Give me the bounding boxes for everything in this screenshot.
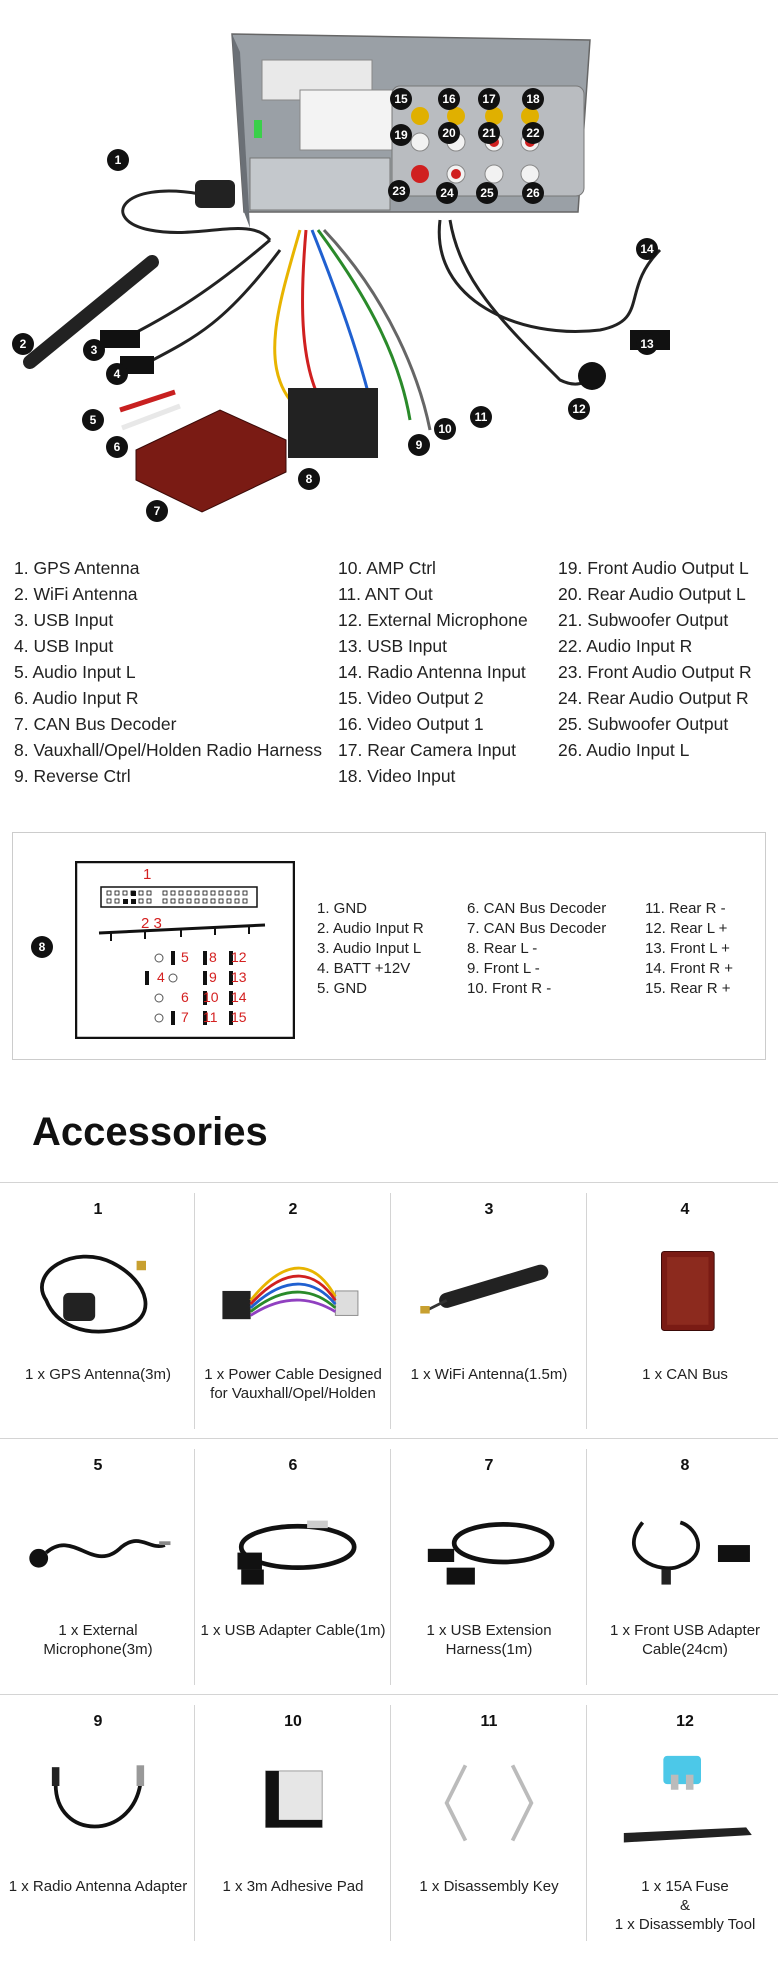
pin-list-column-1 (317, 899, 424, 999)
pin-item: 13. Front L + (645, 940, 730, 957)
pin-item: 7. CAN Bus Decoder (467, 920, 607, 937)
pin-item: 15. Rear R + (645, 980, 731, 997)
legend-item: 25. Subwoofer Output (558, 714, 729, 734)
accessory-item-6 (194, 1449, 391, 1685)
accessory-label: 1 x CAN Bus (642, 1366, 728, 1383)
accessory-number: 2 (288, 1201, 298, 1218)
legend-item: 17. Rear Camera Input (338, 740, 517, 760)
accessory-item-7 (390, 1449, 587, 1685)
pin-item: 5. GND (317, 980, 368, 997)
callout-7: 7 (146, 500, 168, 522)
callout-10: 10 (434, 418, 456, 440)
callout-11: 11 (470, 406, 492, 428)
accessory-item-4 (586, 1193, 778, 1429)
accessory-label: 1 x WiFi Antenna(1.5m) (410, 1366, 568, 1383)
callout-20: 20 (438, 122, 460, 144)
accessory-item-5 (0, 1449, 196, 1685)
wiring-diagram (0, 0, 778, 540)
pin-item: 8. Rear L - (467, 940, 538, 957)
accessory-item-3 (390, 1193, 587, 1429)
pin-item: 2. Audio Input R (317, 920, 424, 937)
callout-23: 23 (388, 180, 410, 202)
usb-adapter-icon (213, 1487, 373, 1605)
accessory-number: 1 (93, 1201, 103, 1218)
accessory-label: 1 x USB Extension Harness(1m) (426, 1622, 552, 1658)
legend-item: 2. WiFi Antenna (14, 584, 138, 604)
callout-1: 1 (107, 149, 129, 171)
accessories-row-1 (0, 1182, 778, 1439)
callout-16: 16 (438, 88, 460, 110)
legend-column-2 (338, 555, 528, 789)
accessory-label: 1 x External Microphone(3m) (43, 1622, 153, 1658)
callout-17: 17 (478, 88, 500, 110)
callout-6: 6 (106, 436, 128, 458)
callout-19: 19 (390, 124, 412, 146)
accessories-row-3 (0, 1694, 778, 1951)
accessory-label: 1 x Front USB Adapter Cable(24cm) (609, 1622, 761, 1658)
connector-label-12: 12 (231, 949, 247, 965)
callout-18: 18 (522, 88, 544, 110)
legend-item: 13. USB Input (338, 636, 447, 656)
legend-item: 6. Audio Input R (14, 688, 139, 708)
legend-item: 5. Audio Input L (14, 662, 136, 682)
harness-badge: 8 (31, 936, 53, 958)
accessory-item-10 (194, 1705, 391, 1941)
accessory-number: 5 (93, 1457, 103, 1474)
accessory-label: 1 x USB Adapter Cable(1m) (200, 1622, 386, 1639)
legend-item: 26. Audio Input L (558, 740, 690, 760)
legend-item: 19. Front Audio Output L (558, 558, 749, 578)
pin-item: 1. GND (317, 900, 368, 917)
parts-legend (14, 555, 774, 795)
front-usb-icon (605, 1487, 765, 1605)
legend-item: 20. Rear Audio Output L (558, 584, 746, 604)
legend-item: 16. Video Output 1 (338, 714, 484, 734)
connector-label-6: 6 (181, 989, 189, 1005)
callout-15: 15 (390, 88, 412, 110)
accessory-number: 7 (484, 1457, 494, 1474)
accessory-number: 3 (484, 1201, 494, 1218)
pin-item: 3. Audio Input L (317, 940, 422, 957)
accessory-number: 12 (676, 1713, 694, 1730)
pin-list-column-2 (467, 899, 606, 999)
callout-25: 25 (476, 182, 498, 204)
accessory-item-11 (390, 1705, 587, 1941)
callout-24: 24 (436, 182, 458, 204)
accessory-label: 1 x Power Cable Designed for Vauxhall/Opel/Holden (204, 1366, 382, 1402)
accessory-number: 10 (284, 1713, 302, 1730)
radio-adapter-icon (18, 1743, 178, 1861)
legend-item: 8. Vauxhall/Opel/Holden Radio Harness (14, 740, 323, 760)
pin-item: 14. Front R + (645, 960, 733, 977)
connector-label-1: 1 (143, 866, 152, 883)
accessory-label: 1 x GPS Antenna(3m) (25, 1366, 171, 1383)
pin-list-column-3 (645, 899, 733, 999)
accessory-number: 6 (288, 1457, 298, 1474)
legend-item: 7. CAN Bus Decoder (14, 714, 177, 734)
legend-item: 11. ANT Out (338, 584, 433, 604)
legend-item: 3. USB Input (14, 610, 114, 630)
connector-label-8: 8 (209, 949, 217, 965)
callout-21: 21 (478, 122, 500, 144)
callout-26: 26 (522, 182, 544, 204)
connector-label-5: 5 (181, 949, 189, 965)
connector-label-15: 15 (231, 1009, 247, 1025)
pin-item: 12. Rear L + (645, 920, 728, 937)
legend-item: 10. AMP Ctrl (338, 558, 436, 578)
legend-item: 4. USB Input (14, 636, 114, 656)
microphone-icon (18, 1487, 178, 1605)
legend-item: 18. Video Input (338, 766, 456, 786)
wifi-antenna-icon (409, 1231, 569, 1349)
accessory-item-1 (0, 1193, 196, 1429)
pin-item: 10. Front R - (467, 980, 552, 997)
legend-item: 22. Audio Input R (558, 636, 693, 656)
gps-antenna-icon (18, 1231, 178, 1349)
accessory-item-12 (586, 1705, 778, 1941)
callout-22: 22 (522, 122, 544, 144)
legend-item: 15. Video Output 2 (338, 688, 484, 708)
legend-item: 24. Rear Audio Output R (558, 688, 749, 708)
legend-column-1 (14, 555, 322, 789)
connector-label-2-3: 2 3 (141, 915, 162, 932)
connector-label-14: 14 (231, 989, 247, 1005)
legend-item: 14. Radio Antenna Input (338, 662, 526, 682)
power-cable-icon (213, 1231, 373, 1349)
connector-label-9: 9 (209, 969, 217, 985)
accessory-number: 11 (480, 1713, 498, 1730)
pin-item: 11. Rear R - (645, 900, 726, 917)
accessory-label: 1 x Disassembly Key (419, 1878, 559, 1895)
connector-label-4: 4 (157, 969, 165, 985)
legend-item: 23. Front Audio Output R (558, 662, 752, 682)
accessory-number: 4 (680, 1201, 690, 1218)
harness-pinout-panel (12, 832, 766, 1060)
callout-8: 8 (298, 468, 320, 490)
callout-14: 14 (636, 238, 658, 260)
accessories-heading: Accessories (32, 1110, 268, 1154)
legend-item: 21. Subwoofer Output (558, 610, 729, 630)
accessory-number: 9 (93, 1713, 103, 1730)
accessory-item-8 (586, 1449, 778, 1685)
pin-item: 9. Front L - (467, 960, 540, 977)
connector-label-13: 13 (231, 969, 247, 985)
legend-item: 1. GPS Antenna (14, 558, 140, 578)
wiring-diagram-illustration (0, 0, 778, 540)
callout-9: 9 (408, 434, 430, 456)
accessory-number: 8 (680, 1457, 690, 1474)
callout-4: 4 (106, 363, 128, 385)
disassembly-key-icon (409, 1743, 569, 1861)
accessory-item-9 (0, 1705, 196, 1941)
accessory-label: 1 x 3m Adhesive Pad (222, 1878, 364, 1895)
pin-item: 4. BATT +12V (317, 960, 411, 977)
accessory-label: 1 x 15A Fuse & 1 x Disassembly Tool (614, 1878, 756, 1933)
connector-label-11: 11 (203, 1009, 218, 1025)
fuse-tool-icon (605, 1743, 765, 1861)
callout-2: 2 (12, 333, 34, 355)
accessory-label: 1 x Radio Antenna Adapter (8, 1878, 188, 1895)
can-bus-icon (605, 1231, 765, 1349)
connector-label-10: 10 (203, 989, 219, 1005)
usb-extension-icon (409, 1487, 569, 1605)
legend-item: 9. Reverse Ctrl (14, 766, 131, 786)
callout-12: 12 (568, 398, 590, 420)
accessory-item-2 (194, 1193, 391, 1429)
legend-column-3 (558, 555, 752, 763)
accessories-grid (0, 1182, 778, 1950)
legend-item: 12. External Microphone (338, 610, 528, 630)
accessories-row-2 (0, 1438, 778, 1695)
callout-5: 5 (82, 409, 104, 431)
callout-3: 3 (83, 339, 105, 361)
adhesive-pad-icon (213, 1743, 373, 1861)
connector-label-7: 7 (181, 1009, 189, 1025)
pin-item: 6. CAN Bus Decoder (467, 900, 607, 917)
callout-13: 13 (636, 333, 658, 355)
